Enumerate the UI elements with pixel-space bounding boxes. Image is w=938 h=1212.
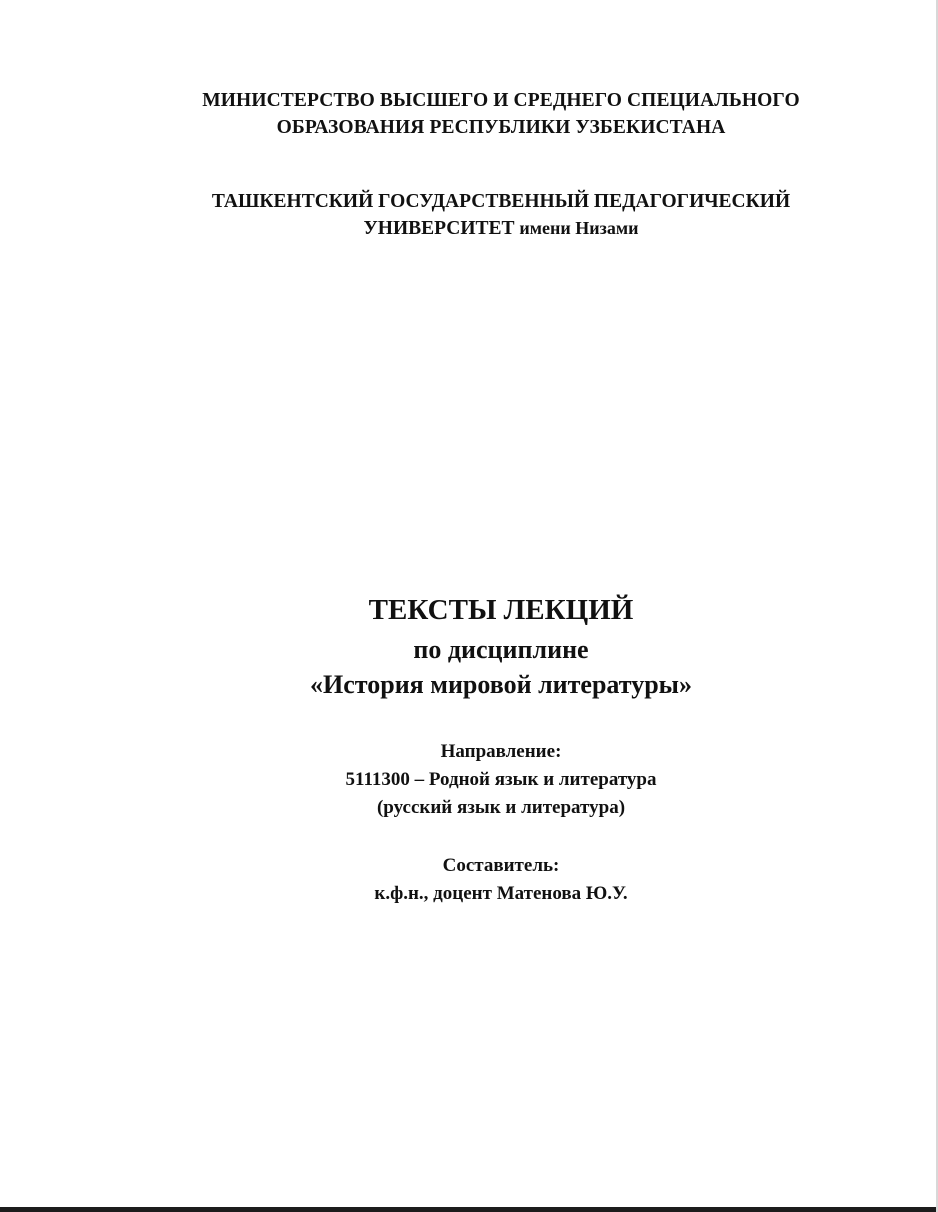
direction-label: Направление:	[440, 741, 562, 762]
direction-detail: (русский язык и литература)	[376, 797, 626, 818]
subtitle-line-2: «История мировой литературы»	[310, 670, 692, 699]
author-section	[0, 852, 938, 908]
ministry-line-1: МИНИСТЕРСТВО ВЫСШЕГО И СРЕДНЕГО СПЕЦИАЛЬНОГО	[202, 90, 800, 111]
university-name-word: УНИВЕРСИТЕТ	[363, 218, 515, 239]
direction-section	[0, 738, 938, 822]
university-line-2	[64, 215, 938, 242]
ministry-line-2: ОБРАЗОВАНИЯ РЕСПУБЛИКИ УЗБЕКИСТАНА	[276, 117, 726, 138]
university-name-tail: имени Низами	[519, 218, 639, 238]
document-title	[0, 592, 938, 628]
title-text: ТЕКСТЫ ЛЕКЦИЙ	[368, 594, 634, 626]
direction-code: 5111300 – Родной язык и литература	[345, 769, 657, 790]
author-name: к.ф.н., доцент Матенова Ю.У.	[374, 883, 628, 904]
subtitle-line-1: по дисциплине	[413, 635, 589, 664]
page-bottom-edge	[0, 1207, 938, 1212]
document-subtitle	[0, 632, 938, 702]
university-line-1: ТАШКЕНТСКИЙ ГОСУДАРСТВЕННЫЙ ПЕДАГОГИЧЕСКИЙ	[211, 191, 791, 212]
author-label: Составитель:	[442, 855, 560, 876]
ministry-header	[0, 87, 938, 141]
university-header	[0, 188, 938, 242]
